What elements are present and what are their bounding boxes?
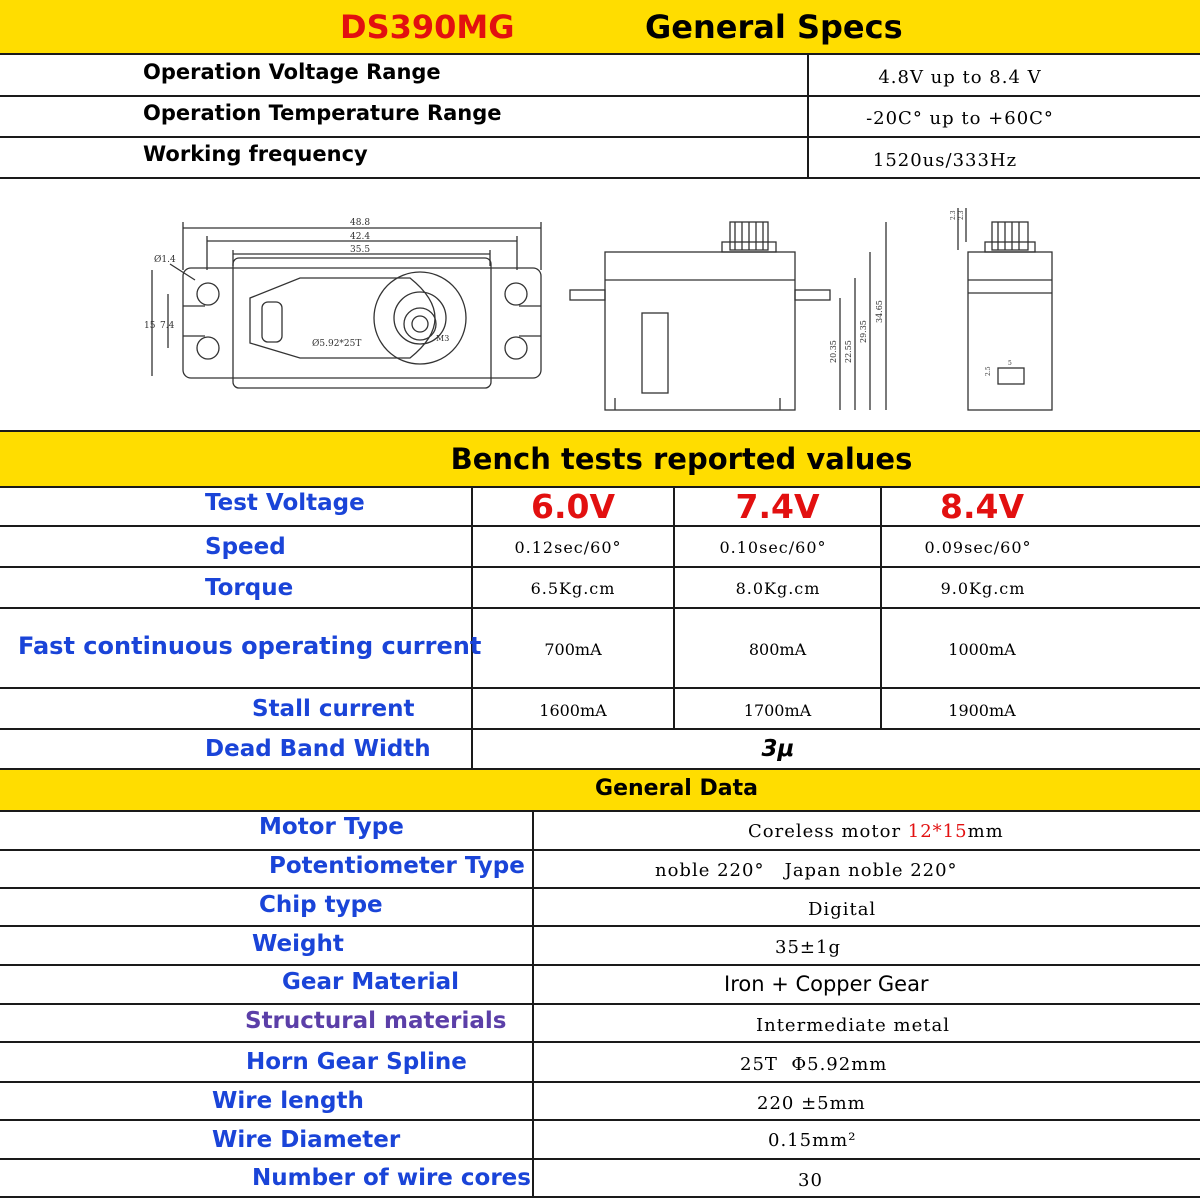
servo-end-view (950, 208, 1052, 410)
continuous-current-8v4: 1000mA (948, 640, 1016, 659)
horn-spline-value: 25T Φ5.92mm (740, 1054, 888, 1075)
servo-front-view (570, 222, 886, 410)
wire-length-value: 220 ±5mm (757, 1093, 866, 1114)
dim-end-c: 2.5 (985, 366, 992, 376)
torque-label: Torque (205, 575, 294, 601)
dim-20-35: 20.35 (829, 340, 838, 363)
spec-value-voltage: 4.8V up to 8.4 V (878, 67, 1042, 88)
motor-type-suffix: mm (967, 821, 1004, 842)
motor-type-prefix: Coreless motor (748, 821, 908, 842)
dim-34-65: 34.65 (875, 300, 884, 323)
wire-cores-value: 30 (798, 1170, 823, 1191)
potentiometer-value: noble 220° Japan noble 220° (655, 860, 958, 881)
spec-label-voltage: Operation Voltage Range (143, 60, 441, 84)
spec-value-frequency: 1520us/333Hz (872, 150, 1018, 171)
speed-6v: 0.12sec/60° (514, 538, 622, 557)
torque-6v: 6.5Kg.cm (530, 579, 616, 598)
motor-type-value (748, 821, 1004, 842)
wire-diameter-value: 0.15mm² (768, 1130, 857, 1151)
voltage-8v4: 8.4V (940, 487, 1024, 526)
model-title: DS390MG (340, 8, 515, 46)
continuous-current-7v4: 800mA (748, 640, 807, 659)
structural-materials-value: Intermediate metal (756, 1015, 950, 1036)
stall-current-8v4: 1900mA (948, 701, 1016, 720)
dim-35-5: 35.5 (350, 245, 371, 255)
deadband-label: Dead Band Width (205, 736, 431, 762)
dim-29-35: 29.35 (859, 320, 868, 343)
speed-7v4: 0.10sec/60° (719, 538, 827, 557)
bench-title: Bench tests reported values (450, 442, 913, 476)
torque-8v4: 9.0Kg.cm (940, 579, 1026, 598)
motor-type-label: Motor Type (259, 814, 404, 840)
test-voltage-label: Test Voltage (205, 490, 365, 516)
dim-15: 15 (144, 321, 156, 331)
dim-22-55: 22.55 (844, 340, 853, 363)
stall-current-7v4: 1700mA (743, 701, 812, 720)
gear-material-value: Iron + Copper Gear (724, 972, 929, 996)
dim-7-4: 7.4 (160, 321, 175, 331)
wire-cores-label: Number of wire cores (252, 1165, 531, 1191)
speed-label: Speed (205, 534, 286, 560)
dim-end-b: 2.3 (958, 210, 965, 220)
servo-top-view (144, 218, 541, 388)
header-band (0, 0, 1200, 54)
structural-materials-label: Structural materials (245, 1008, 507, 1034)
dim-42-4: 42.4 (350, 232, 371, 242)
wire-diameter-label: Wire Diameter (212, 1127, 401, 1153)
weight-value: 35±1g (775, 937, 841, 958)
weight-label: Weight (252, 931, 344, 957)
chip-type-value: Digital (808, 899, 877, 920)
dim-spline: Ø5.92*25T (312, 339, 362, 349)
voltage-7v4: 7.4V (735, 487, 820, 526)
torque-7v4: 8.0Kg.cm (735, 579, 821, 598)
motor-size-highlight: 12*15 (907, 821, 968, 842)
spec-value-temperature: -20C° up to +60C° (866, 108, 1054, 129)
dim-end-d: 5 (1008, 360, 1012, 367)
voltage-6v: 6.0V (531, 487, 615, 526)
continuous-current-label: Fast continuous operating current (18, 632, 482, 660)
general-data-title: General Data (595, 776, 758, 801)
horn-spline-label: Horn Gear Spline (246, 1049, 467, 1075)
dim-end-a: 2.3 (950, 210, 957, 220)
dim-hole: Ø1.4 (154, 255, 176, 265)
spec-label-temperature: Operation Temperature Range (143, 101, 502, 125)
dim-48-8: 48.8 (350, 218, 371, 228)
stall-current-label: Stall current (252, 696, 415, 722)
servo-technical-drawing (0, 178, 1200, 428)
dim-screw: M3 (436, 334, 450, 343)
page-title: General Specs (645, 8, 903, 46)
spec-label-frequency: Working frequency (143, 142, 368, 166)
deadband-value: 3μ (761, 736, 795, 762)
gear-material-label: Gear Material (282, 969, 459, 995)
speed-8v4: 0.09sec/60° (924, 538, 1032, 557)
wire-length-label: Wire length (212, 1088, 364, 1114)
potentiometer-label: Potentiometer Type (269, 853, 525, 879)
chip-type-label: Chip type (259, 892, 383, 918)
stall-current-6v: 1600mA (539, 701, 607, 720)
continuous-current-6v: 700mA (544, 640, 602, 659)
